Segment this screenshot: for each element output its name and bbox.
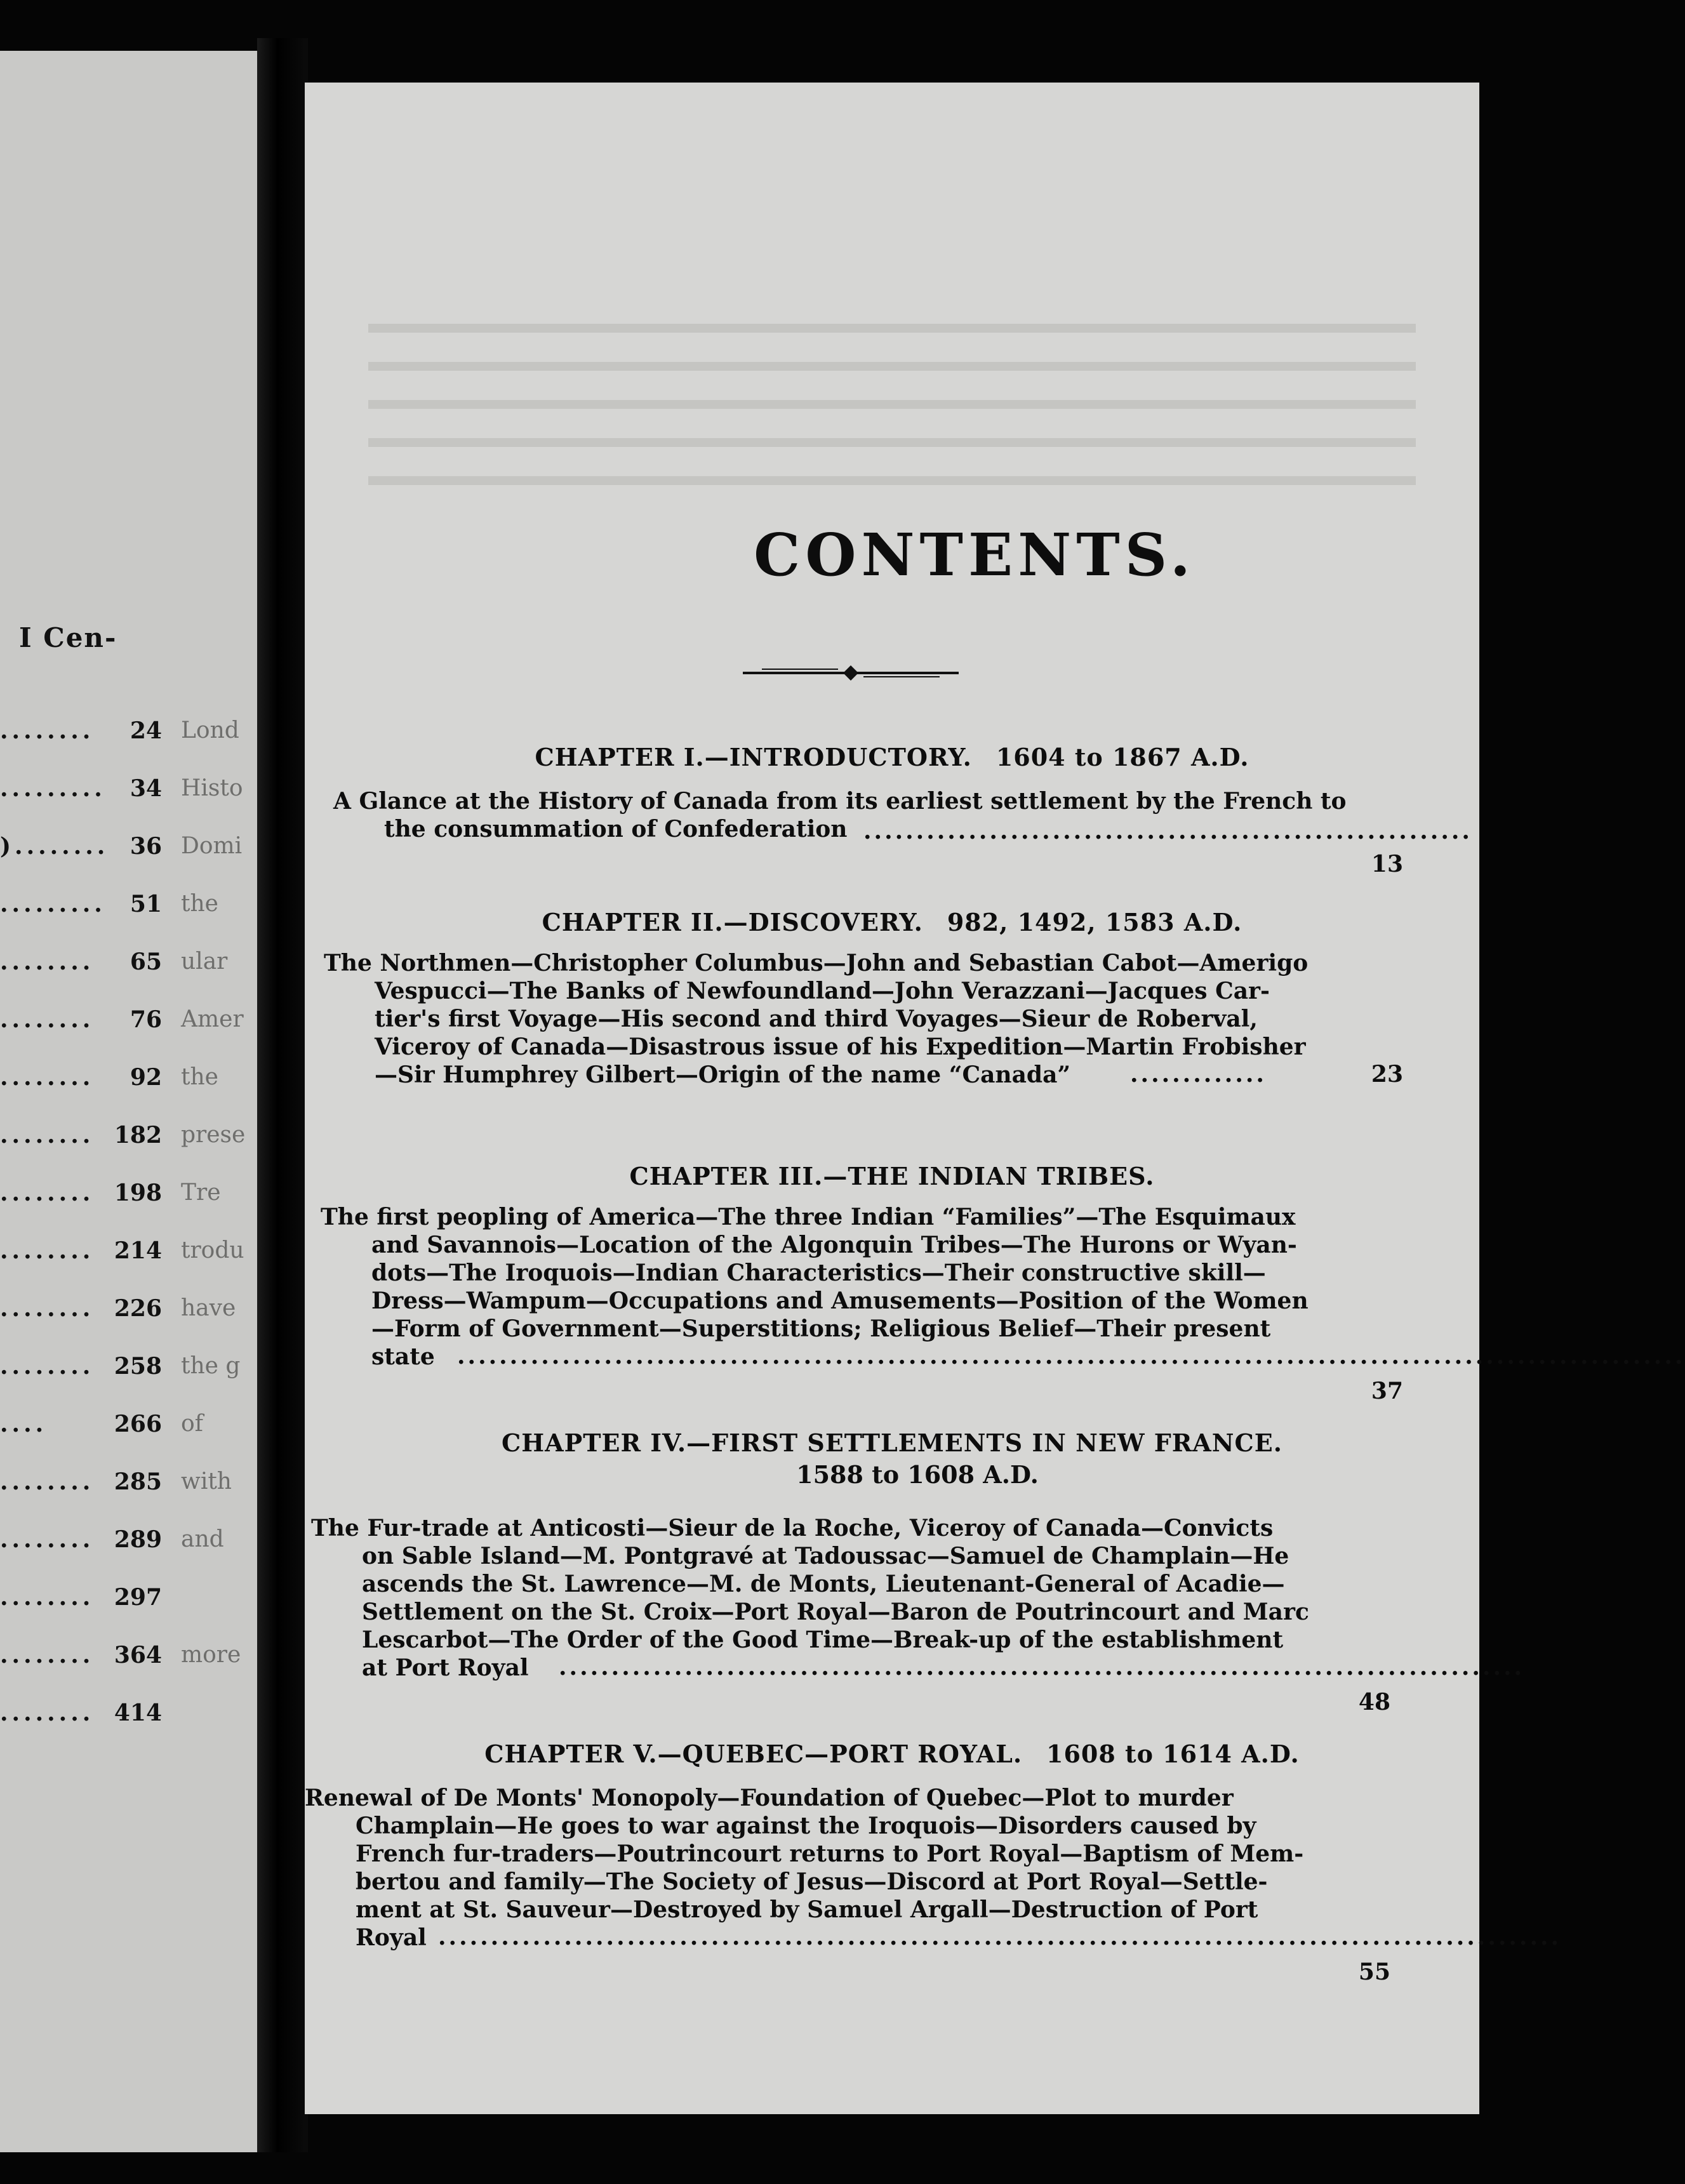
text-fragment: of: [181, 1411, 203, 1437]
dot-leader: ........: [0, 1180, 95, 1206]
summary-line: A Glance at the History of Canada from its earliest settlement by the French to: [333, 788, 1347, 815]
page-number: 34: [130, 775, 162, 802]
dot-leader: ........: [0, 1295, 95, 1322]
summary-line: Champlain—He goes to war against the Iroquois—Disorders caused by: [356, 1813, 1256, 1839]
chapter-heading-3: [305, 1162, 1479, 1190]
book-gutter: [257, 38, 308, 2152]
page-number: 37: [1371, 1378, 1403, 1404]
page-number: 226: [114, 1295, 162, 1322]
left-index-row: [0, 1700, 257, 1738]
text-fragment: and: [181, 1526, 224, 1552]
summary-line: —Sir Humphrey Gilbert—Origin of the name “Canada”: [375, 1062, 1071, 1088]
summary-line: Royal: [356, 1924, 427, 1951]
dot-leader: ........: [0, 1700, 95, 1726]
dot-leader: ........: [0, 949, 95, 975]
summary-line: Viceroy of Canada—Disastrous issue of his Expedition—Martin Frobisher: [375, 1034, 1306, 1060]
page-number: 214: [114, 1237, 162, 1264]
page-number: 182: [114, 1122, 162, 1149]
dot-leader: .........: [0, 775, 106, 802]
left-index-row: [0, 1122, 257, 1160]
page-number: 297: [114, 1584, 162, 1611]
left-index-row: [0, 949, 257, 987]
summary-line: French fur-traders—Poutrincourt returns to Port Royal—Baptism of Mem-: [356, 1841, 1304, 1867]
summary-line: Lescarbot—The Order of the Good Time—Break-up of the establishment: [362, 1627, 1284, 1653]
chapter-title: CHAPTER V.—QUEBEC—PORT ROYAL.: [484, 1740, 1023, 1768]
left-index-row: [0, 1006, 257, 1044]
left-index-row: [0, 1295, 257, 1333]
summary-line: bertou and family—The Society of Jesus—Discord at Port Royal—Settle-: [356, 1868, 1268, 1895]
text-fragment: with: [181, 1468, 232, 1495]
text-fragment: Tre: [181, 1180, 221, 1206]
summary-line: the consummation of Confederation: [384, 816, 848, 842]
chapter-years: 1588 to 1608 A.D.: [796, 1460, 1039, 1489]
left-heading-fragment: I Cen-: [19, 622, 117, 653]
chapter-title: CHAPTER III.—THE INDIAN TRIBES.: [629, 1162, 1155, 1190]
page-number: 48: [1358, 1689, 1390, 1715]
page-number: 414: [114, 1700, 162, 1726]
page-number: 198: [114, 1180, 162, 1206]
chapter-heading-2: [305, 908, 1479, 936]
page-number: 364: [114, 1642, 162, 1668]
summary-line: ment at St. Sauveur—Destroyed by Samuel Argall—Destruction of Port: [356, 1896, 1258, 1923]
text-fragment: Histo: [181, 775, 243, 801]
ornament-divider-icon: [743, 660, 959, 686]
left-page-fragment: [0, 51, 257, 2152]
chapter-title: CHAPTER II.—DISCOVERY.: [542, 908, 923, 936]
page-number: 258: [114, 1353, 162, 1380]
summary-line: tier's first Voyage—His second and third Voyages—Sieur de Roberval,: [375, 1006, 1258, 1032]
text-fragment: have: [181, 1295, 236, 1321]
page-number: 65: [130, 949, 162, 975]
left-index-row: [0, 1642, 257, 1680]
left-index-row: [0, 1584, 257, 1622]
text-fragment: prese: [181, 1122, 246, 1148]
summary-line: Dress—Wampum—Occupations and Amusements—Position of the Women: [371, 1288, 1309, 1314]
left-index-row: [0, 833, 257, 871]
summary-line: on Sable Island—M. Pontgravé at Tadoussac—Samuel de Champlain—He: [362, 1543, 1289, 1569]
text-fragment: Lond: [181, 717, 239, 743]
dot-leader: ....: [0, 1411, 48, 1437]
text-fragment: more: [181, 1642, 241, 1668]
left-index-row: [0, 1237, 257, 1275]
text-fragment: the g: [181, 1353, 241, 1379]
summary-line: state: [371, 1343, 435, 1370]
text-fragment: ular: [181, 949, 228, 975]
chapter-years: 1604 to 1867 A.D.: [996, 743, 1249, 771]
dot-leader: ........: [0, 1064, 95, 1091]
summary-line: —Form of Government—Superstitions; Religious Belief—Their present: [371, 1315, 1271, 1342]
text-fragment: the: [181, 891, 218, 917]
chapter-heading-1: [305, 743, 1479, 771]
page-title: CONTENTS.: [754, 521, 1195, 589]
summary-line: The first peopling of America—The three Indian “Families”—The Esquimaux: [321, 1204, 1296, 1230]
page-number: 24: [130, 717, 162, 744]
text-fragment: Amer: [181, 1006, 244, 1032]
left-index-row: [0, 775, 257, 813]
dot-leader: ........: [0, 1584, 95, 1611]
left-index-row: [0, 1180, 257, 1218]
summary-line: at Port Royal: [362, 1655, 529, 1681]
text-fragment: the: [181, 1064, 218, 1090]
page-number: 23: [1371, 1061, 1403, 1088]
chapter-title: CHAPTER I.—INTRODUCTORY.: [535, 743, 972, 771]
dot-leader: ........: [0, 1642, 95, 1668]
text-fragment: Domi: [181, 833, 243, 859]
dot-leader: ...........................................................................................................: [438, 1924, 1562, 1950]
contents-page: [305, 83, 1685, 2114]
dot-leader: .........: [0, 891, 106, 917]
dot-leader: ........: [0, 1468, 95, 1495]
dot-leader: ........: [0, 1006, 95, 1033]
summary-line: ascends the St. Lawrence—M. de Monts, Lieutenant-General of Acadie—: [362, 1571, 1285, 1597]
chapter-heading-5: [305, 1740, 1479, 1768]
summary-line: The Fur-trade at Anticosti—Sieur de la Roche, Viceroy of Canada—Convicts: [311, 1515, 1274, 1541]
dot-leader: ........: [0, 1237, 95, 1264]
chapter-title: CHAPTER IV.—FIRST SETTLEMENTS IN NEW FRANCE.: [502, 1428, 1282, 1457]
page-number: 36: [130, 833, 162, 860]
chapter-years: 982, 1492, 1583 A.D.: [947, 908, 1242, 936]
page-number: 289: [114, 1526, 162, 1553]
summary-line: Settlement on the St. Croix—Port Royal—Baron de Poutrincourt and Marc: [362, 1599, 1309, 1625]
summary-line: dots—The Iroquois—Indian Characteristics—Their constructive skill—: [371, 1260, 1266, 1286]
dot-leader: ........: [0, 1353, 95, 1380]
left-index-row: [0, 1468, 257, 1507]
left-index-row: [0, 891, 257, 929]
page-number: 92: [130, 1064, 162, 1091]
dot-leader: ........: [0, 1526, 95, 1553]
page-number: 76: [130, 1006, 162, 1033]
dot-leader: .............: [1130, 1061, 1267, 1088]
text-fragment: trodu: [181, 1237, 244, 1263]
page-number: 285: [114, 1468, 162, 1495]
dot-leader: ..........................................................: [863, 818, 1472, 844]
left-index-row: [0, 717, 257, 756]
page-number: 266: [114, 1411, 162, 1437]
dot-leader: ........: [0, 717, 95, 744]
page-number: 51: [130, 891, 162, 917]
left-index-row: [0, 1411, 257, 1449]
dot-leader: )........: [0, 833, 109, 860]
summary-line: The Northmen—Christopher Columbus—John and Sebastian Cabot—Amerigo: [324, 950, 1309, 976]
summary-line: Renewal of De Monts' Monopoly—Foundation of Quebec—Plot to murder: [305, 1785, 1234, 1811]
left-index-row: [0, 1064, 257, 1102]
page-number: 13: [1371, 851, 1403, 877]
dot-leader: .....................................................................................................................: [457, 1343, 1685, 1369]
chapter-years: 1608 to 1614 A.D.: [1046, 1740, 1300, 1768]
chapter-heading-4: [305, 1428, 1479, 1457]
page-number: 55: [1358, 1959, 1390, 1985]
summary-line: and Savannois—Location of the Algonquin Tribes—The Hurons or Wyan-: [371, 1232, 1297, 1258]
left-index-row: [0, 1526, 257, 1564]
dot-leader: ........: [0, 1122, 95, 1149]
summary-line: Vespucci—The Banks of Newfoundland—John Verazzani—Jacques Car-: [375, 978, 1270, 1004]
left-index-row: [0, 1353, 257, 1391]
dot-leader: ............................................................................................: [559, 1654, 1525, 1681]
